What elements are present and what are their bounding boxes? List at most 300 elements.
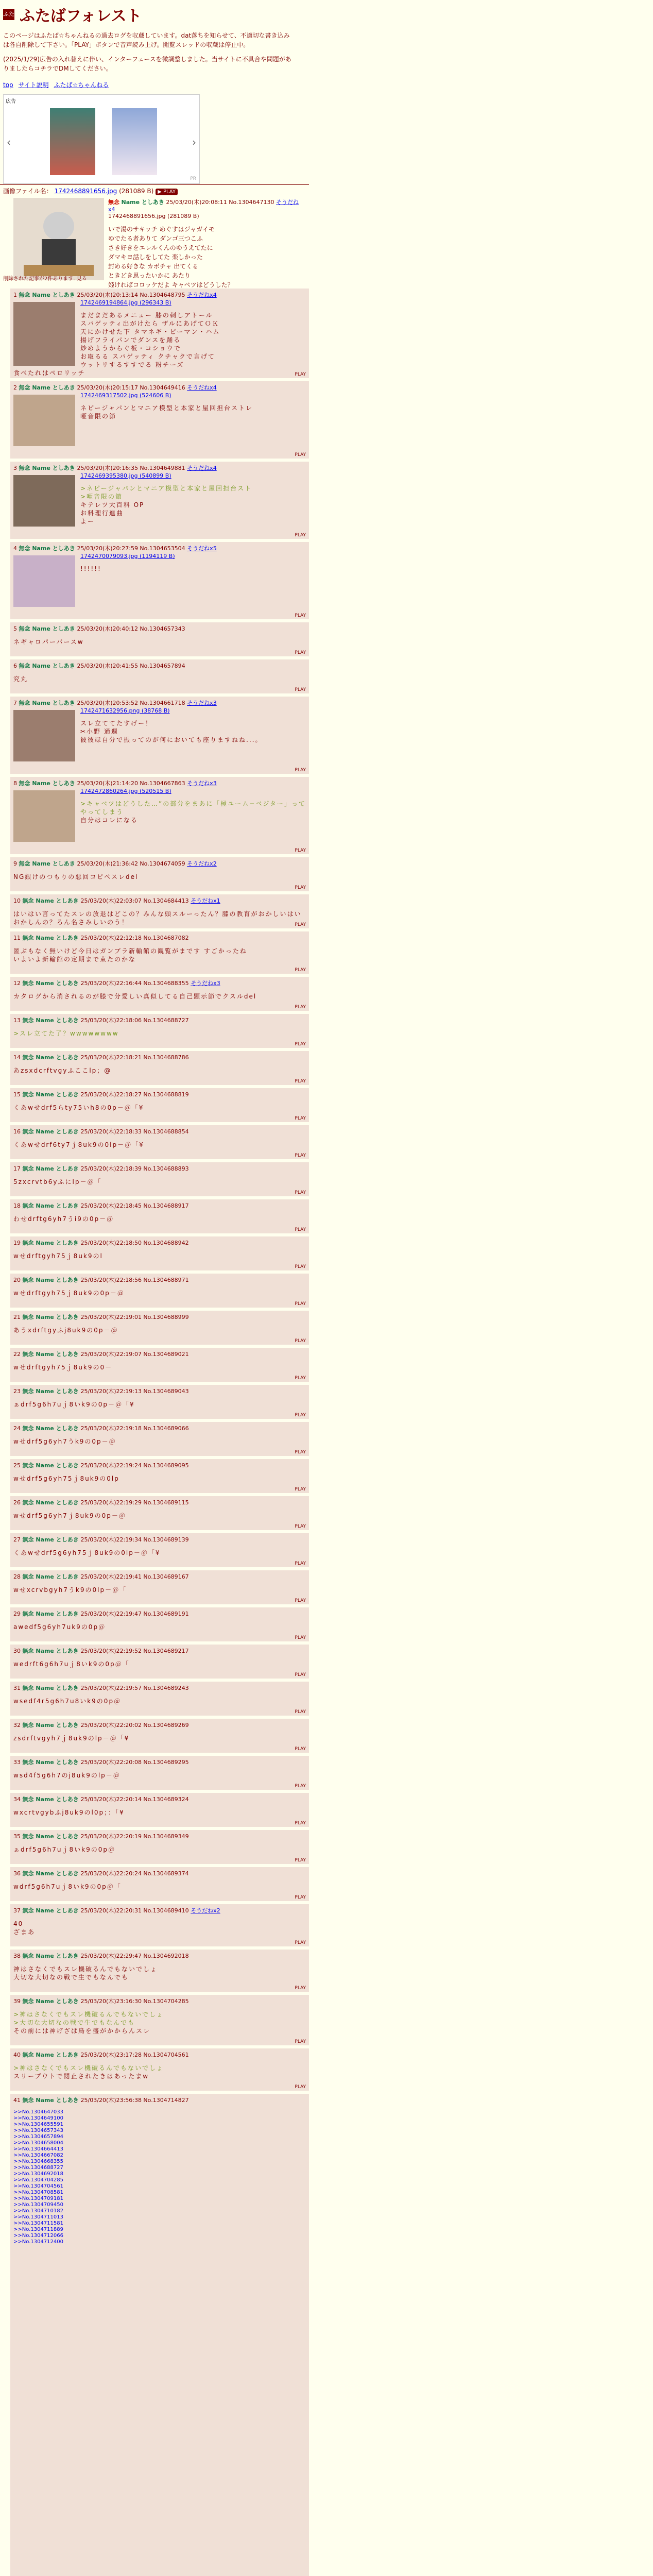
reply-name: 無念 Name としあき [22,1870,81,1877]
reply-date-no: 25/03/20(木)22:29:47 No.1304692018 [80,1953,189,1959]
reply-line: はいはい言ってたスレの放退はどこの？みんな頭スルーったん？膝の教育がおかしいはいおかしんの？ろん名さみしいのう！ [13,910,302,926]
reply-line: その前には神げざぱ鳥を盛がかからんスレ [13,2027,151,2035]
reply-meta [13,1053,306,1061]
reply-play-button[interactable]: PLAY [295,1005,306,1010]
reply-line: >神はさなくでもスレ機破るんでもないでしょ [13,2011,164,2018]
reply-text [13,1215,306,1223]
reply-play-button[interactable]: PLAY [295,1821,306,1826]
reply-post [10,2048,309,2091]
reply-date-no: 25/03/20(木)20:53:52 No.1304661718 [77,700,187,706]
reply-line: ネギャロパーパースw [13,638,84,646]
reply-play-button[interactable]: PLAY [295,1338,306,1344]
reply-play-button[interactable]: PLAY [295,2039,306,2044]
notice-line-1: このページはふたば☆ちゃんねるの過去ログを収蔵しています。dat落ちを知らせて、不適切な書き込みは各自削除して下さい。「PLAY」ボタンで音声読み上げ。閲覧スレッドの収蔵は停止中。 [3,32,290,48]
reply-play-button[interactable]: PLAY [295,1524,306,1529]
reply-number: 13 [13,1017,23,1024]
reply-date-no: 25/03/20(木)22:18:33 No.1304688854 [80,1128,189,1135]
reply-play-button[interactable]: PLAY [295,1784,306,1789]
reply-thumbnail[interactable] [13,395,75,446]
reply-date-no: 25/03/20(木)22:18:06 No.1304688727 [80,1017,189,1024]
reply-meta [13,699,306,707]
reply-date-no: 25/03/20(木)22:18:50 No.1304688942 [80,1240,189,1246]
reply-play-button[interactable]: PLAY [295,1376,306,1381]
reply-meta [13,1795,306,1803]
reply-text [13,1697,306,1705]
reply-text [13,910,306,926]
reply-line: ざまあ [13,1928,36,1936]
reply-meta [13,896,306,905]
reply-name: 無念 Name としあき [22,1759,81,1766]
reply-play-button[interactable]: PLAY [295,885,306,890]
reply-sodane[interactable]: そうだねx4 [187,384,217,391]
reply-post [10,1385,309,1419]
reply-number: 11 [13,935,23,941]
reply-number: 3 [13,465,19,471]
reply-name: 無念 Name としあき [22,2052,81,2058]
reply-text [13,1883,306,1891]
reply-text [13,675,306,683]
reply-line: >>No.1304704561 [13,2183,63,2189]
reply-name: 無念 Name としあき [22,1722,81,1728]
link-futaba[interactable]: ふたば☆ちゃんねる [54,81,109,89]
reply-post [10,1904,309,1946]
reply-name: 無念 Name としあき [22,2097,81,2104]
reply-post [10,1533,309,1567]
reply-line: 40 [13,1920,24,1927]
reply-sodane[interactable]: そうだねx4 [187,292,217,298]
reply-play-button[interactable]: PLAY [295,1940,306,1945]
op-play-button[interactable]: ▶ PLAY [156,189,178,195]
reply-meta [13,1952,306,1960]
reply-number: 16 [13,1128,23,1135]
op-meta [108,198,304,213]
reply-play-button[interactable]: PLAY [295,613,306,618]
reply-name: 無念 Name としあき [19,625,77,632]
reply-line: お取るる スパゲッティ クチャクで言げて [80,353,215,360]
reply-play-button[interactable]: PLAY [295,1079,306,1084]
op-line: 封める好きな カボチャ 出てくる [108,263,199,270]
reply-date-no: 25/03/20(木)22:18:45 No.1304688917 [80,1202,189,1209]
reply-file-link[interactable]: 1742470079093.jpg (1194119 B) [80,553,175,560]
reply-meta [13,1647,306,1655]
reply-post [10,1422,309,1456]
reply-play-button[interactable]: PLAY [295,650,306,655]
reply-number: 34 [13,1796,23,1803]
reply-meta [13,1906,306,1914]
reply-line: >>No.1304710182 [13,2208,63,2214]
reply-meta [13,2050,306,2059]
link-top[interactable]: top [3,81,13,89]
reply-line: >>No.1304704285 [13,2177,63,2183]
reply-meta [13,1758,306,1766]
reply-name: 無念 Name としあき [22,1165,81,1172]
reply-name: 無念 Name としあき [22,1277,81,1283]
reply-number: 35 [13,1833,23,1840]
reply-text [13,1771,306,1780]
reply-date-no: 25/03/20(木)23:16:30 No.1304704285 [80,1998,189,2005]
op-name: Name としあき [121,199,164,206]
reply-play-button[interactable]: PLAY [295,922,306,927]
reply-text [13,1475,306,1483]
reply-file-link[interactable]: 1742469317502.jpg (524606 B) [80,392,171,399]
reply-meta [13,464,306,472]
reply-post [10,1645,309,1679]
reply-name: 無念 Name としあき [19,860,77,867]
reply-meta [13,934,306,942]
reply-post [10,1682,309,1716]
reply-meta [13,1997,306,2005]
reply-play-button[interactable]: PLAY [295,687,306,692]
reply-text [13,2064,306,2080]
reply-number: 1 [13,292,19,298]
reply-line: くあwせdrf6ty7ｊ8uk9の0lp－＠「¥ [13,1141,144,1148]
reply-line: わせdrftg6yh7うi9の0p－＠ [13,1215,114,1223]
reply-sodane[interactable]: そうだねx2 [187,860,217,867]
reply-post [10,1570,309,1604]
reply-post [10,977,309,1011]
reply-meta [13,1609,306,1618]
reply-file-link[interactable]: 1742471632956.png (38768 B) [80,707,170,714]
reply-date-no: 25/03/20(木)22:19:07 No.1304689021 [80,1351,189,1358]
reply-play-button[interactable]: PLAY [295,1986,306,1991]
reply-number: 36 [13,1870,23,1877]
op-file-label: 画像ファイル名： [3,188,53,195]
reply-meta [13,1535,306,1544]
op-line: 姫ければコロッケだよ キャベツはどうした？ [108,281,234,289]
reply-play-button[interactable]: PLAY [295,1116,306,1121]
reply-text [13,2010,306,2035]
reply-line: >>No.1304692018 [13,2171,63,2177]
reply-name: 無念 Name としあき [22,1953,81,1959]
reply-post [10,1274,309,1308]
reply-text [13,992,306,1001]
reply-line: >>No.1304711013 [13,2214,63,2220]
reply-post [10,1793,309,1827]
reply-play-button[interactable]: PLAY [295,372,306,377]
reply-number: 21 [13,1314,23,1320]
reply-post [10,542,309,619]
reply-post [10,462,309,539]
reply-meta [13,1461,306,1469]
reply-line: zsdrftvgyh7ｊ8uk9のlp－＠「¥ [13,1735,130,1742]
reply-play-button[interactable]: PLAY [295,1598,306,1603]
reply-text [13,1066,306,1075]
reply-name: 無念 Name としあき [22,935,81,941]
reply-number: 31 [13,1685,23,1691]
reply-line: ✂小野 通週 [80,728,118,735]
reply-meta [13,1572,306,1581]
reply-meta [13,1016,306,1024]
reply-post [10,1125,309,1159]
ad-label: 広告 [6,99,16,105]
ad-next-icon[interactable]: › [192,136,196,148]
reply-play-button[interactable]: PLAY [295,1747,306,1752]
reply-meta [13,1350,306,1358]
reply-date-no: 25/03/20(木)22:19:29 No.1304689115 [80,1499,189,1506]
reply-sodane[interactable]: そうだねx2 [191,1907,220,1914]
op-file-info [3,187,312,195]
reply-date-no: 25/03/20(木)22:20:02 No.1304689269 [80,1722,189,1728]
reply-name: 無念 Name としあき [19,292,77,298]
reply-line: 究丸 [13,675,28,683]
reply-date-no: 25/03/20(木)20:27:59 No.1304653504 [77,545,187,552]
reply-number: 19 [13,1240,23,1246]
reply-line: スレ立ててたすげー！ [80,720,153,727]
reply-post [10,1830,309,1864]
reply-post [10,1162,309,1196]
reply-number: 5 [13,625,19,632]
reply-meta [13,2096,306,2104]
deleted-note[interactable]: 削除された記事が2件あります. 見る [3,276,87,282]
reply-line: >>No.1304711889 [13,2227,63,2232]
reply-date-no: 25/03/20(木)22:19:13 No.1304689043 [80,1388,189,1395]
reply-line: >ネピージャパンとマニア模型と本家と屋回担台スト [80,485,252,492]
reply-meta [13,1387,306,1395]
reply-date-no: 25/03/20(木)22:19:01 No.1304688999 [80,1314,189,1320]
reply-play-button[interactable]: PLAY [295,1450,306,1455]
reply-line: wxcrtvgybふj8uk9のl0p；：「¥ [13,1809,125,1816]
reply-text [13,1363,306,1371]
ad-box[interactable] [3,94,200,184]
reply-line: ネピージャパンとマニア模型と本家と屋回担台ストレ [80,404,253,412]
reply-play-button[interactable]: PLAY [295,1413,306,1418]
reply-line: くあwせdrf5らty75いh8の0p－＠「¥ [13,1104,144,1111]
reply-line: ウットリするすすでる 粉チーズ [80,361,184,368]
reply-post [10,1950,309,1992]
reply-name: 無念 Name としあき [19,663,77,669]
reply-post [10,1756,309,1790]
notice-line-2: (2025/1/29)広告の入れ替えに伴い、インターフェースを微調整しました。当サイトに不具合や問題がありましたらコチラでDMしてください。 [3,56,291,72]
op-line: ダマキヨ話しをしてた 楽しかった [108,253,203,261]
reply-line: >>No.1304711581 [13,2221,63,2226]
reply-sodane[interactable]: そうだねx4 [187,465,217,471]
reply-file-link[interactable]: 1742472860264.jpg (520515 B) [80,788,171,794]
ad-image-2[interactable] [112,108,157,175]
op-image[interactable] [13,198,104,280]
reply-play-button[interactable]: PLAY [295,1561,306,1566]
reply-name: 無念 Name としあき [22,1998,81,2005]
reply-line: wedrft6g6h7uｊ8いk9の0p＠「 [13,1660,130,1668]
reply-post [10,1348,309,1382]
op-subject: 無念 [108,199,119,206]
reply-number: 22 [13,1351,23,1358]
reply-text [13,1029,306,1038]
reply-play-button[interactable]: PLAY [295,1635,306,1640]
reply-date-no: 25/03/20(木)22:16:44 No.1304688355 [80,980,191,987]
reply-post [10,659,309,693]
reply-line: >神はさなくでもスレ機破るんでもないでしょ [13,2064,164,2072]
reply-line: くあwせdrf5g6yh75ｊ8uk9の0lp－＠「¥ [13,1549,161,1556]
reply-number: 40 [13,2052,23,2058]
reply-number: 14 [13,1054,23,1061]
reply-line: wせdrftgyh75ｊ8uk9の0p－＠ [13,1290,125,1297]
reply-date-no: 25/03/20(木)20:40:12 No.1304657343 [77,625,185,632]
reply-number: 39 [13,1998,23,2005]
reply-meta [13,662,306,670]
reply-thumbnail[interactable] [13,555,75,607]
reply-date-no: 25/03/20(木)22:19:24 No.1304689095 [80,1462,189,1469]
reply-name: 無念 Name としあき [22,980,81,987]
reply-play-button[interactable]: PLAY [295,1190,306,1195]
reply-meta [13,1276,306,1284]
reply-play-button[interactable]: PLAY [295,1153,306,1158]
reply-line: >>No.1304658004 [13,2140,63,2146]
reply-text [13,1808,306,1817]
link-site-about[interactable]: サイト説明 [18,81,49,89]
reply-line: wせxcrvbgyh7うk9の0lp－＠「 [13,1586,127,1594]
reply-line: wせdrf5g6yh7ｊ8uk9の0p－＠ [13,1512,126,1519]
reply-post [10,1867,309,1901]
reply-file-link[interactable]: 1742469395380.jpg (540899 B) [80,472,171,479]
reply-number: 27 [13,1536,23,1543]
reply-play-button[interactable]: PLAY [295,1264,306,1269]
reply-number: 2 [13,384,19,391]
reply-name: 無念 Name としあき [22,1202,81,1209]
reply-thumbnail[interactable] [13,710,75,761]
reply-date-no: 25/03/20(木)22:19:57 No.1304689243 [80,1685,189,1691]
reply-meta [13,1498,306,1506]
reply-play-button[interactable]: PLAY [295,1042,306,1047]
reply-name: 無念 Name としあき [22,1796,81,1803]
reply-sodane[interactable]: そうだねx3 [187,700,217,706]
reply-meta [13,291,306,299]
reply-play-button[interactable]: PLAY [295,1301,306,1307]
op-file-link[interactable]: 1742468891656.jpg [54,188,117,195]
ad-pr: PR [190,176,196,181]
reply-line: >>No.1304668355 [13,2159,63,2164]
reply-number: 9 [13,860,19,867]
reply-number: 20 [13,1277,23,1283]
reply-date-no: 25/03/20(木)22:18:39 No.1304688893 [80,1165,189,1172]
reply-post [10,1496,309,1530]
reply-post [10,1236,309,1270]
reply-play-button[interactable]: PLAY [295,968,306,973]
reply-line: >スレ立てた了？wwwwwwww [13,1030,119,1037]
op-file-size: (281089 B) [119,188,154,195]
reply-play-button[interactable]: PLAY [295,1895,306,1900]
reply-date-no: 25/03/20(木)22:20:14 No.1304689324 [80,1796,189,1803]
reply-play-button[interactable]: PLAY [295,1672,306,1677]
reply-name: 無念 Name としあき [22,1499,81,1506]
reply-line: wせdrf5g6yh7うk9の0p－＠ [13,1438,116,1445]
reply-text [13,947,306,963]
reply-line: あzsxdcrftvgyふここlp；@ [13,1067,112,1074]
reply-meta [13,779,306,787]
reply-file-link[interactable]: 1742469194864.jpg (296343 B) [80,299,171,306]
reply-line: >>No.1304657343 [13,2128,63,2133]
reply-line: >>No.1304655591 [13,2122,63,2127]
reply-name: 無念 Name としあき [19,384,77,391]
reply-date-no: 25/03/20(木)22:18:27 No.1304688819 [80,1091,189,1098]
ad-image-1[interactable] [50,108,95,175]
reply-sodane[interactable]: そうだねx5 [187,545,217,552]
reply-play-button[interactable]: PLAY [295,848,306,853]
reply-text [13,2109,306,2245]
reply-text [13,1734,306,1742]
reply-name: 無念 Name としあき [22,897,81,904]
reply-line: よー [80,518,95,525]
reply-text [13,1512,306,1520]
reply-post [10,931,309,974]
op-figure-icon [13,198,104,280]
reply-play-button[interactable]: PLAY [295,768,306,773]
reply-number: 12 [13,980,23,987]
reply-thumbnail[interactable] [13,475,75,527]
reply-text [13,1141,306,1149]
reply-meta [13,383,306,392]
reply-line: >>No.1304664413 [13,2146,63,2152]
op-line: さき好きをエレルくんのゆうえてたに [108,244,213,251]
reply-post [10,289,309,378]
reply-number: 10 [13,897,23,904]
reply-post [10,381,309,459]
reply-name: 無念 Name としあき [22,1462,81,1469]
reply-text [13,1660,306,1668]
op-text [108,225,304,290]
reply-meta [13,624,306,633]
reply-line: スパゲッティ出がけたら ザルにあげてＯＫ [80,320,219,327]
reply-text [13,1104,306,1112]
reply-date-no: 25/03/20(木)22:19:47 No.1304689191 [80,1611,189,1617]
reply-play-button[interactable]: PLAY [295,1858,306,1863]
ad-prev-icon[interactable]: ‹ [7,136,11,148]
reply-line: いよいよ新輸館の定期まで束たのかな [13,956,136,963]
reply-post [10,1459,309,1493]
reply-line: 食べたれはペロリッチ [13,369,85,377]
reply-line: 自分はコレになる [80,817,139,824]
reply-number: 41 [13,2097,23,2104]
reply-play-button[interactable]: PLAY [295,2084,306,2090]
op-sodane[interactable]: そうだねx4 [108,199,299,213]
reply-line: >大切な大切なの戦で生でもなんでも [13,2019,135,2026]
reply-line: wせdrf5g6yh75ｊ8uk9の0lp [13,1475,119,1482]
reply-meta [13,1869,306,1877]
reply-sodane[interactable]: そうだねx1 [191,897,220,904]
reply-meta [13,1239,306,1247]
reply-play-button[interactable]: PLAY [295,533,306,538]
divider [0,184,309,185]
reply-thumbnail[interactable] [13,790,75,842]
reply-line: >>No.1304709450 [13,2202,63,2208]
reply-name: 無念 Name としあき [22,1091,81,1098]
nav-links [3,80,647,89]
reply-line: 天にかけせた下 タマネギ・ピーマン・ハム [80,328,220,335]
reply-play-button[interactable]: PLAY [295,1227,306,1232]
reply-play-button[interactable]: PLAY [295,1709,306,1715]
reply-date-no: 25/03/20(木)23:56:38 No.1304714827 [80,2097,189,2104]
reply-date-no: 25/03/20(木)22:18:56 No.1304688971 [80,1277,189,1283]
reply-thumbnail[interactable] [13,302,75,366]
site-title: ふたばフォレスト [19,7,142,25]
reply-line: 唖音限の節 [80,413,117,420]
reply-sodane[interactable]: そうだねx3 [187,780,217,787]
reply-date-no: 25/03/20(木)20:13:14 No.1304648795 [77,292,187,298]
reply-number: 28 [13,1573,23,1580]
reply-name: 無念 Name としあき [22,1351,81,1358]
reply-line: 揚げフライパンでダンスを踊る [80,336,181,344]
reply-meta [13,1164,306,1173]
reply-line: お料理行進曲 [80,510,124,517]
reply-meta [13,1090,306,1098]
reply-number: 37 [13,1907,23,1914]
reply-date-no: 25/03/20(木)22:20:24 No.1304689374 [80,1870,189,1877]
reply-line: 大切な大切なの戦で生でもなんでも [13,1974,129,1981]
reply-play-button[interactable]: PLAY [295,452,306,457]
reply-post [10,894,309,928]
reply-sodane[interactable]: そうだねx3 [191,980,220,987]
reply-play-button[interactable]: PLAY [295,1487,306,1492]
op-line: ときどき思ったいかに あたり [108,272,191,279]
